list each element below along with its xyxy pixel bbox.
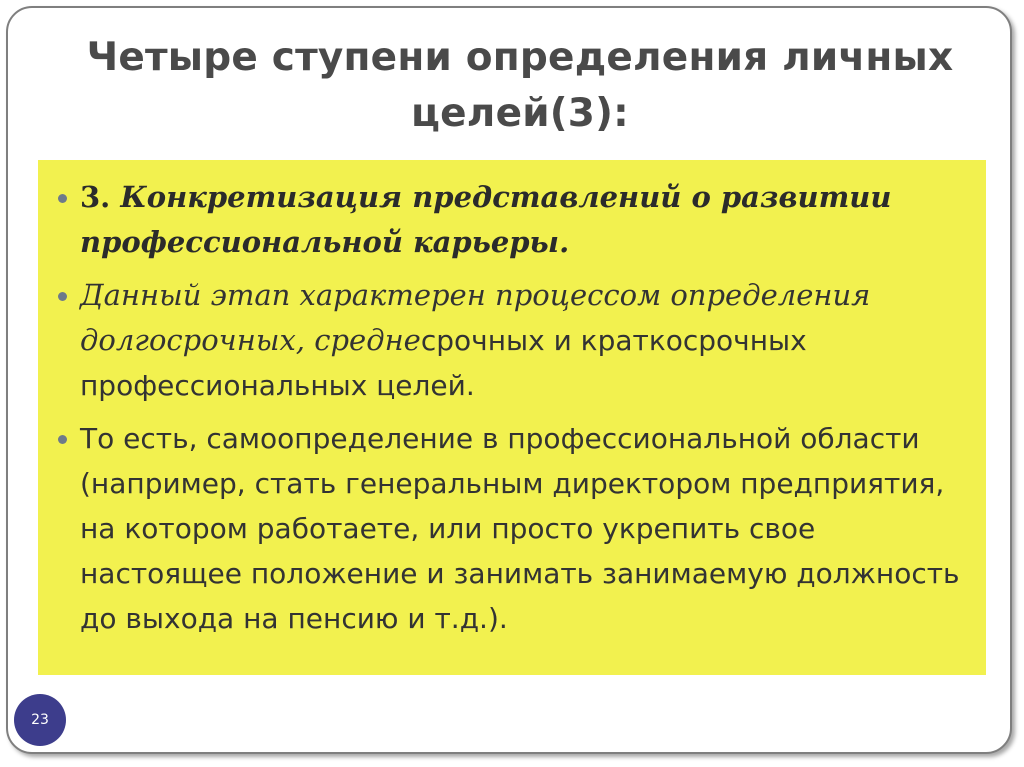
bullet-dot-icon	[58, 435, 67, 444]
bullet-2-plain-text: срочных и краткосрочных профессиональных целей.	[80, 324, 807, 402]
bullet-1-text	[80, 180, 891, 259]
bullet-item-2	[56, 273, 966, 408]
slide-title-line-1: Четыре ступени определения личных	[86, 35, 954, 80]
content-box	[38, 160, 986, 675]
bullet-dot-icon	[58, 194, 67, 203]
slide-title	[60, 30, 980, 142]
bullet-3-text: То есть, самоопределение в профессиональной области (например, стать генеральным директором предприятия, на котором работаете, или просто укрепить свое настоящее положение и занимать занимаемую должность до выхода на пенсию и т.д.).	[80, 422, 960, 635]
bullet-1-number: 3.	[80, 180, 111, 214]
bullet-1-body: Конкретизация представлений о развитии профессиональной карьеры.	[80, 180, 892, 259]
bullet-dot-icon	[58, 292, 67, 301]
page-number-badge: 23	[14, 694, 66, 746]
bullet-item-1	[56, 175, 966, 265]
bullet-list	[56, 175, 966, 641]
slide-title-line-2: целей(3):	[411, 91, 629, 136]
bullet-item-3	[56, 416, 966, 641]
bullet-2-italic-text: Данный этап характерен процессом определения долгосрочных, средне	[80, 278, 871, 357]
